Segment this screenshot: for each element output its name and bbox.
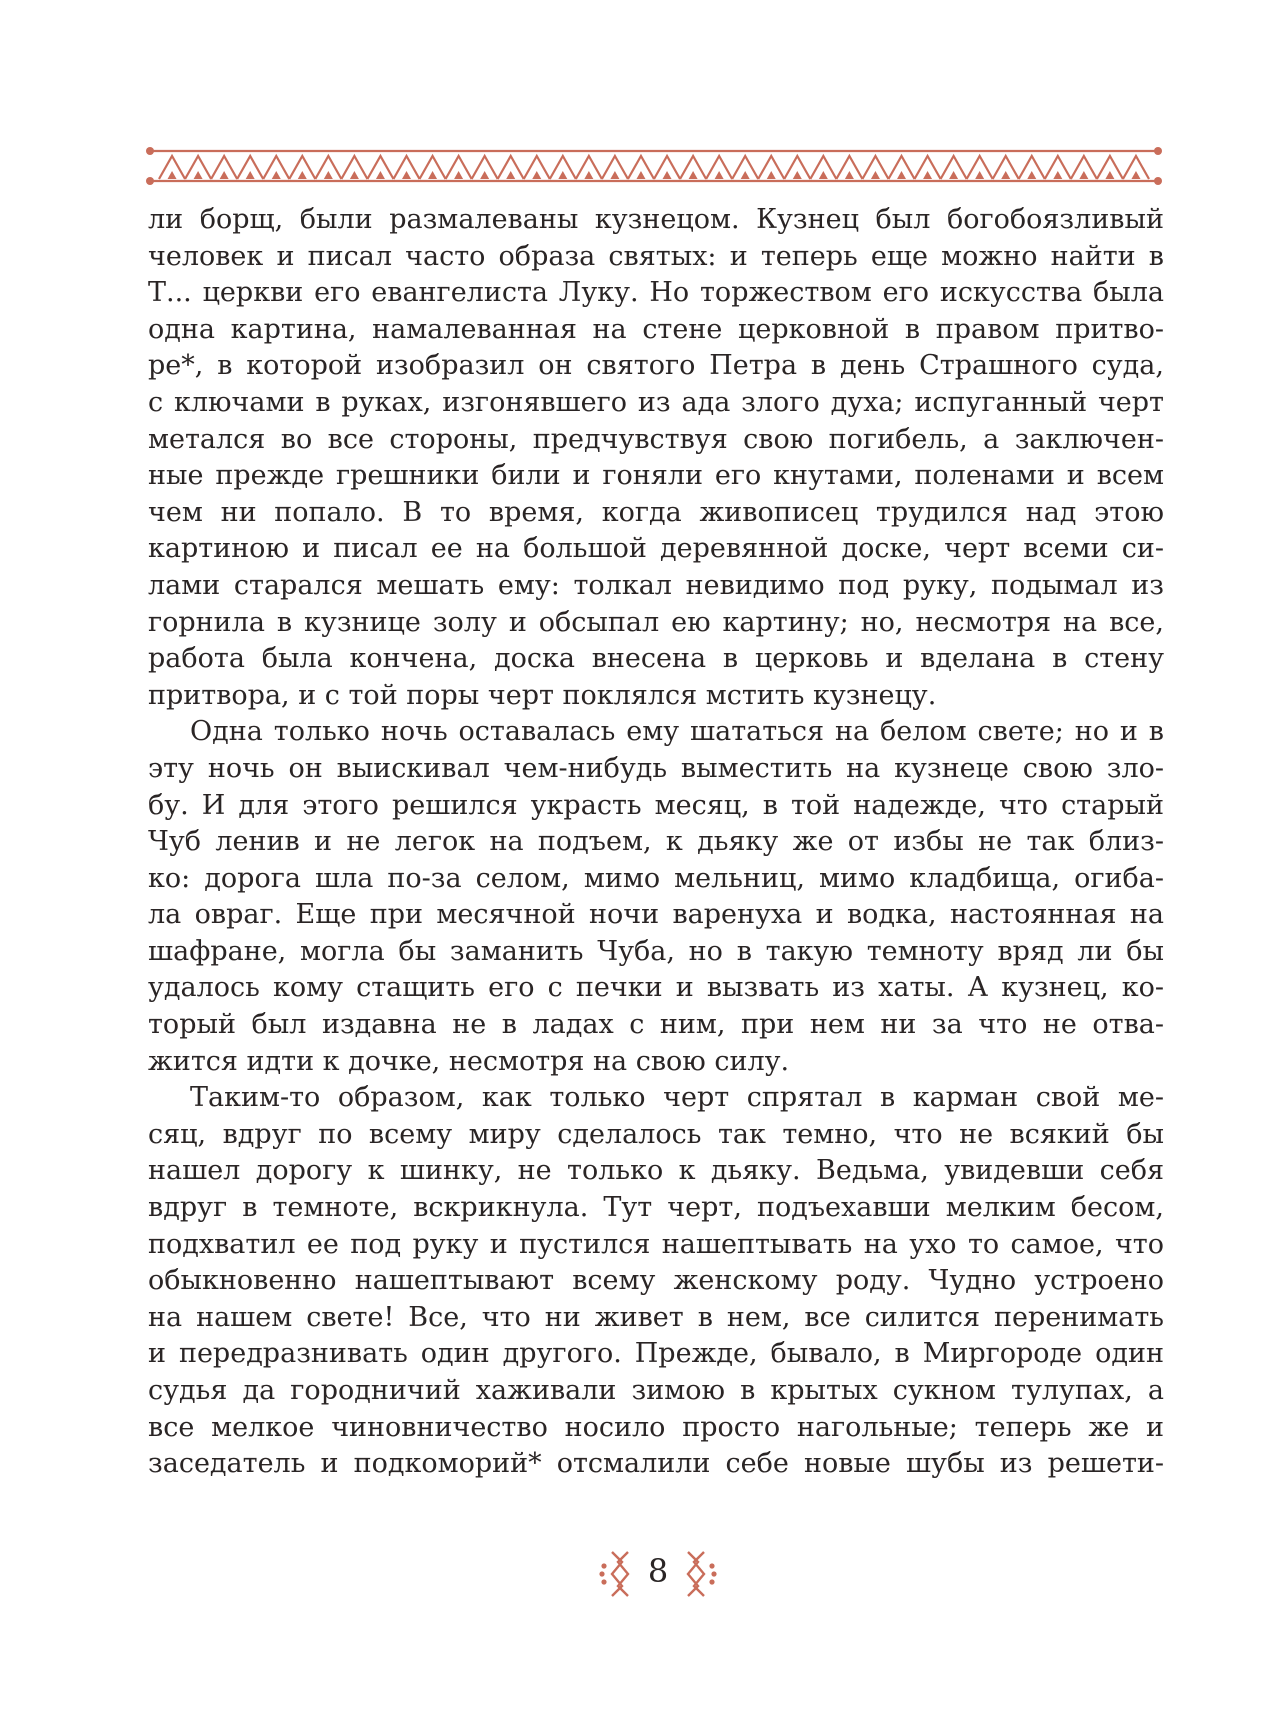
text-line: горнила в кузнице золу и обсыпал ею картину; но, несмотря на все, <box>148 606 1164 638</box>
text-line: на нашем свете! Все, что ни живет в нем, все силится перенимать <box>148 1301 1164 1333</box>
text-line: ре*, в которой изобразил он святого Петра в день Страшного суда, <box>148 350 1164 382</box>
text-line: нашел дорогу к шинку, не только к дьяку. Ведьма, увидевши себя <box>148 1155 1164 1187</box>
paragraph-1 <box>148 202 1164 714</box>
left-page-ornament <box>599 1552 628 1596</box>
text-line: жится идти к дочке, несмотря на свою силу. <box>148 1045 790 1077</box>
text-line: человек и писал часто образа святых: и теперь еще можно найти в <box>148 240 1164 272</box>
text-line: ла овраг. Еще при месячной ночи варенуха и водка, настоянная на <box>148 899 1164 931</box>
text-line: торый был издавна не в ладах с ним, при нем ни за что не отва- <box>148 1009 1164 1041</box>
text-line: одна картина, намалеванная на стене церковной в правом притво- <box>148 313 1164 345</box>
text-line: ли борщ, были размалеваны кузнецом. Кузнец был богобоязливый <box>148 204 1164 235</box>
text-line: шафране, могла бы заманить Чуба, но в такую темноту вряд ли бы <box>148 935 1164 967</box>
text-line: обыкновенно нашептывают всему женскому роду. Чудно устроено <box>148 1265 1164 1297</box>
text-line: Таким-то образом, как только черт спрятал в карман свой ме- <box>190 1082 1164 1114</box>
text-line: метался во все стороны, предчувствуя свою погибель, а заключен- <box>148 423 1164 455</box>
text-line: с ключами в руках, изгонявшего из ада злого духа; испуганный черт <box>148 386 1164 418</box>
text-line: лами старался мешать ему: толкал невидимо под руку, подымал из <box>148 569 1164 601</box>
text-line: работа была кончена, доска внесена в церковь и вделана в стену <box>148 643 1164 675</box>
text-line: и передразнивать один другого. Прежде, бывало, в Миргороде один <box>148 1338 1164 1370</box>
text-line: эту ночь он выискивал чем-нибудь выместить на кузнеце свою зло- <box>148 752 1164 784</box>
right-page-ornament <box>688 1552 717 1596</box>
text-line: Т... церкви его евангелиста Луку. Но торжеством его искусства была <box>148 277 1164 309</box>
text-line: все мелкое чиновничество носило просто нагольные; теперь же и <box>148 1411 1164 1443</box>
text-line: судья да городничий хаживали зимою в крытых сукном тулупах, а <box>148 1375 1164 1406</box>
text-line: притвора, и с той поры черт поклялся мстить кузнецу. <box>148 679 937 711</box>
text-line: подхватил ее под руку и пустился нашептывать на ухо то самое, что <box>148 1228 1164 1260</box>
paragraph-3 <box>148 1080 1164 1483</box>
text-line: ные прежде грешники били и гоняли его кнутами, поленами и всем <box>148 460 1164 492</box>
text-line: заседатель и подкоморий* отсмалили себе новые шубы из решети- <box>148 1448 1164 1480</box>
text-line: Чуб ленив и не легок на подъем, к дьяку же от избы не так близ- <box>148 826 1164 858</box>
text-line: вдруг в темноте, вскрикнула. Тут черт, подъехавши мелким бесом, <box>148 1192 1164 1224</box>
text-line: удалось кому стащить его с печки и вызвать из хаты. А кузнец, ко- <box>148 972 1164 1004</box>
text-line: чем ни попало. В то время, когда живописец трудился над этою <box>148 496 1164 528</box>
page-number: 8 <box>647 1552 669 1590</box>
text-line: ко: дорога шла по-за селом, мимо мельниц, мимо кладбища, огиба- <box>148 862 1164 894</box>
top-border-ornament <box>145 146 1163 186</box>
text-line: Одна только ночь оставалась ему шататься на белом свете; но и в <box>190 716 1164 748</box>
paragraph-2 <box>148 714 1164 1080</box>
text-line: картиною и писал ее на большой деревянной доске, черт всеми си- <box>148 533 1164 565</box>
main-text <box>148 202 1164 1483</box>
text-line: сяц, вдруг по всему миру сделалось так темно, что не всякий бы <box>148 1118 1164 1150</box>
text-line: бу. И для этого решился украсть месяц, в той надежде, что старый <box>148 789 1164 821</box>
